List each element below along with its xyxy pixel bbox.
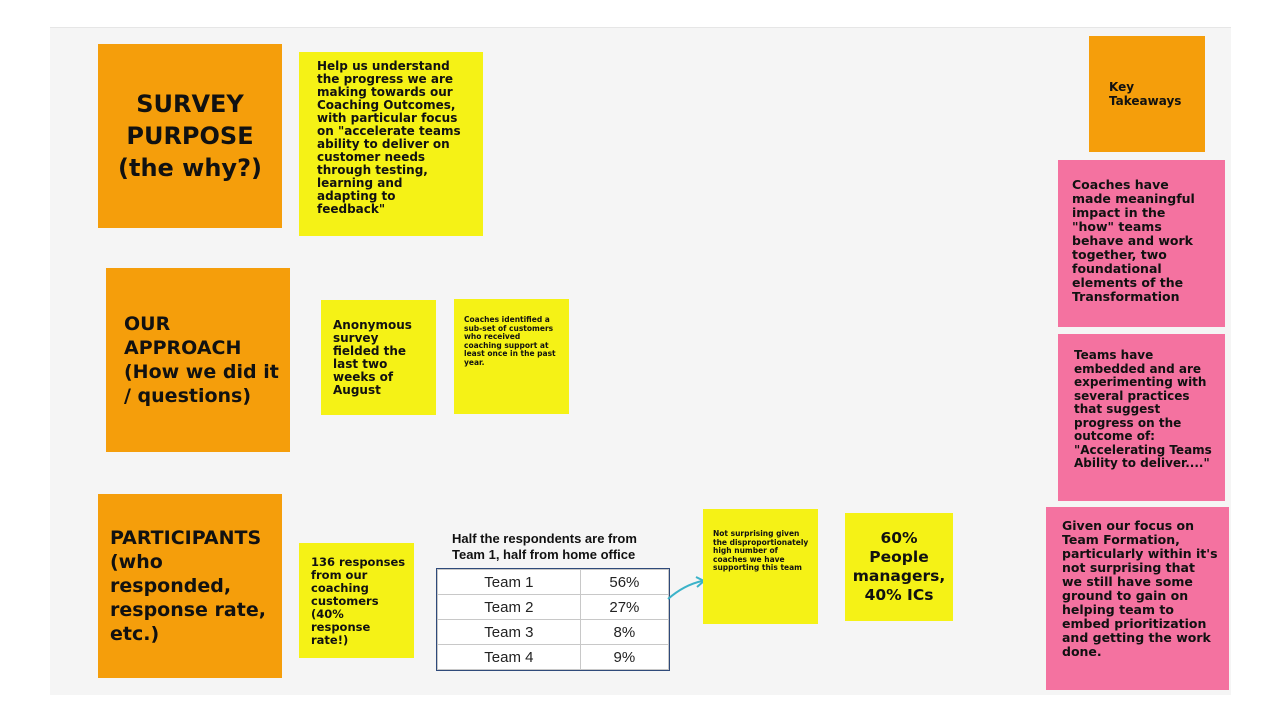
key-takeaways-text: Key Takeaways <box>1109 80 1182 108</box>
not-surprising-text: Not surprising given the disproportionately high number of coaches we have supporting this team <box>713 529 809 572</box>
purpose-detail-note[interactable] <box>299 52 483 236</box>
key-takeaways-note[interactable] <box>1089 36 1205 152</box>
takeaway-2-text: Teams have embedded and are experimenting with several practices that suggest progress on the outcome of: "Accelerating Teams Ability to deliver...." <box>1074 348 1212 470</box>
team-name: Team 3 <box>438 620 581 645</box>
team-name: Team 2 <box>438 595 581 620</box>
approach-subset-text: Coaches identified a sub-set of customers who received coaching support at least once in the past year. <box>464 315 556 367</box>
approach-subset-note[interactable] <box>454 299 569 414</box>
team-percent: 9% <box>580 645 668 670</box>
approach-anonymous-text: Anonymous survey fielded the last two weeks of August <box>333 318 412 397</box>
not-surprising-note[interactable] <box>703 509 818 624</box>
takeaway-1-text: Coaches have made meaningful impact in the "how" teams behave and work together, two foundational elements of the Transformation <box>1072 177 1195 304</box>
our-approach-note[interactable] <box>106 268 290 452</box>
responses-text: 136 responses from our coaching customers (40% response rate!) <box>311 555 406 647</box>
team-percent: 8% <box>580 620 668 645</box>
survey-purpose-text: SURVEY PURPOSE (the why?) <box>118 90 262 182</box>
team-distribution-table <box>437 569 669 670</box>
participants-note[interactable] <box>98 494 282 678</box>
team-name: Team 4 <box>438 645 581 670</box>
team-percent: 27% <box>580 595 668 620</box>
table-row <box>438 645 669 670</box>
our-approach-text: OUR APPROACH (How we did it / questions) <box>124 313 279 407</box>
takeaway-3-text: Given our focus on Team Formation, particularly within it's not surprising that we still have some ground to gain on helping team to embed prioritization and getting the work done. <box>1062 518 1218 659</box>
approach-anonymous-note[interactable] <box>321 300 436 415</box>
survey-purpose-note[interactable] <box>98 44 282 228</box>
takeaway-1-note[interactable] <box>1058 160 1225 327</box>
purpose-detail-text: Help us understand the progress we are making towards our Coaching Outcomes, with particular focus on "accelerate teams ability to deliver on customer needs through testing, learning and adapting to feedback" <box>317 59 461 216</box>
table-row <box>438 570 669 595</box>
managers-text: 60% People managers, 40% ICs <box>852 529 946 604</box>
participants-text: PARTICIPANTS (who responded, response rate, etc.) <box>110 527 266 645</box>
team-name: Team 1 <box>438 570 581 595</box>
team-percent: 56% <box>580 570 668 595</box>
table-row <box>438 595 669 620</box>
takeaway-2-note[interactable] <box>1058 334 1225 501</box>
managers-note[interactable] <box>845 513 953 621</box>
takeaway-3-note[interactable] <box>1046 507 1229 690</box>
connector-arrow-icon <box>666 575 708 603</box>
responses-note[interactable] <box>299 543 414 658</box>
table-caption: Half the respondents are from Team 1, half from home office <box>452 531 637 562</box>
table-row <box>438 620 669 645</box>
